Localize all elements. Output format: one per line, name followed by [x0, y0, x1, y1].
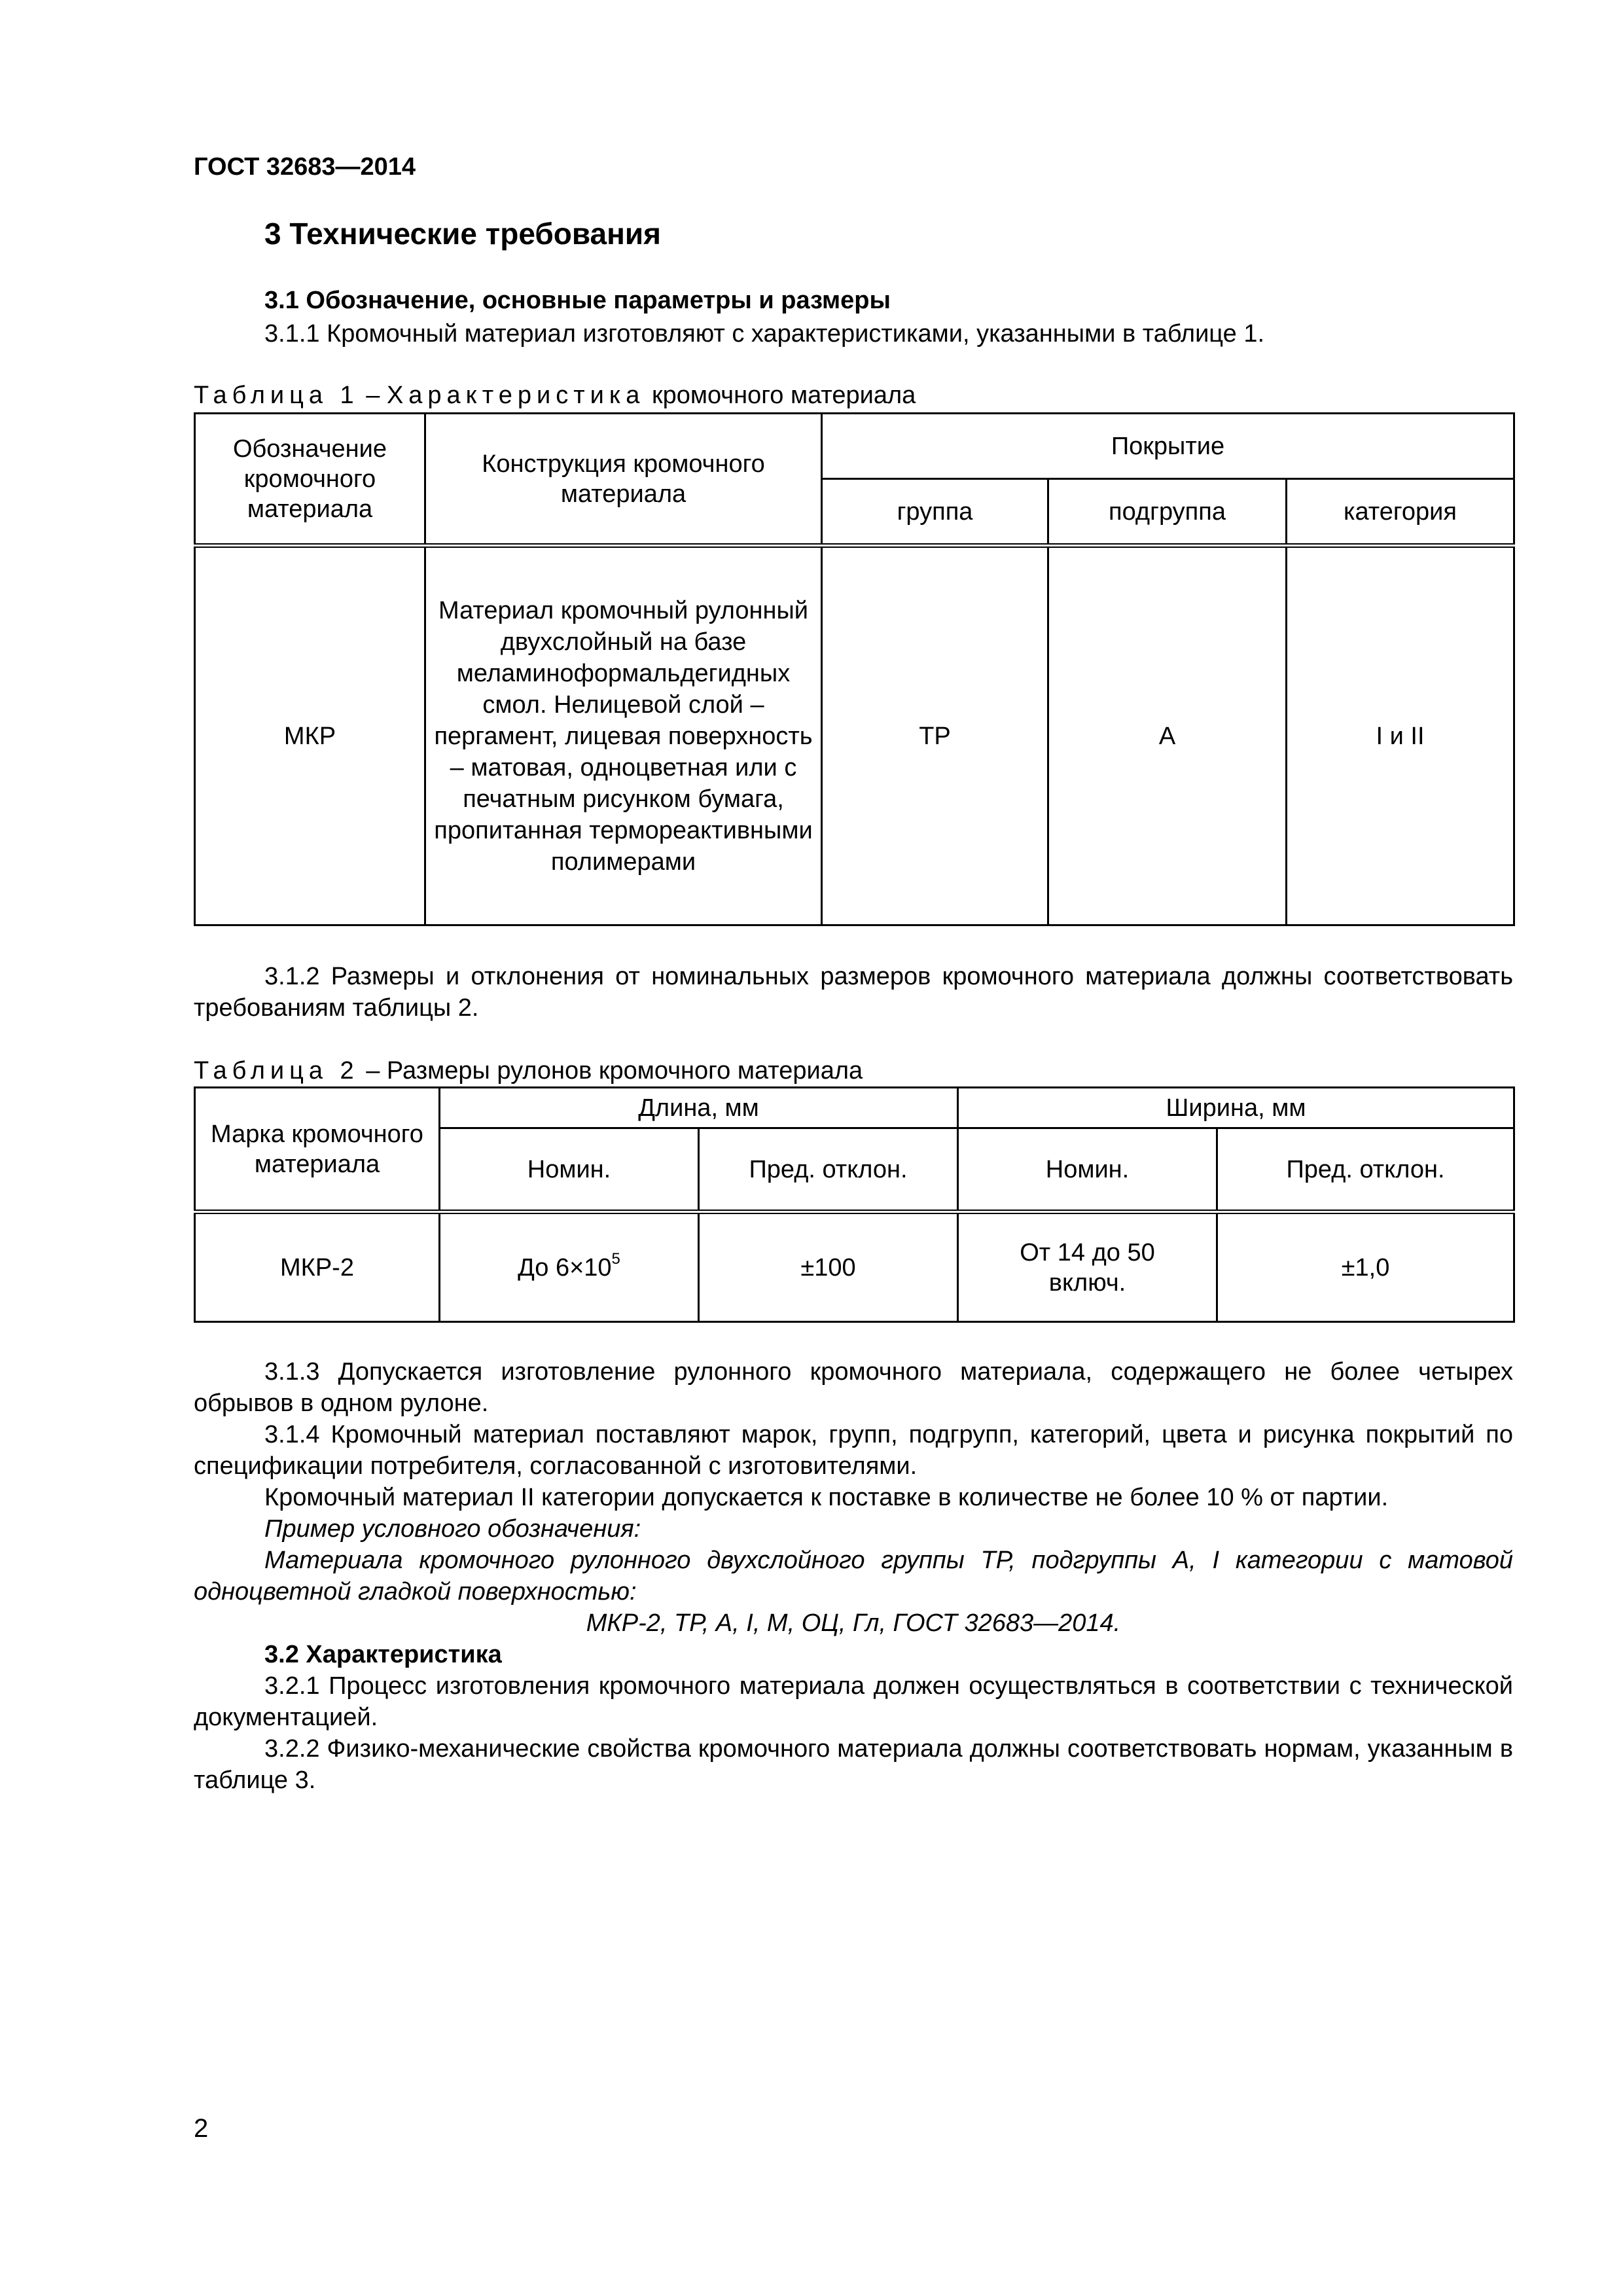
table-1-header-group: группа	[822, 479, 1048, 546]
table-1-cell-group: ТР	[822, 546, 1048, 925]
page-number: 2	[194, 2114, 209, 2143]
table-2-cell-length-dev: ±100	[699, 1212, 958, 1322]
table-2-cell-width-nom: От 14 до 50 включ.	[958, 1212, 1217, 1322]
table-1-cell-subgroup: А	[1048, 546, 1287, 925]
table-1-header-designation: Обозначение кромочного материала	[195, 414, 425, 546]
section-3-title: 3 Технические требования	[264, 217, 661, 251]
table-2-header-width: Ширина, мм	[958, 1088, 1514, 1128]
table-2-cell-mark: МКР-2	[195, 1212, 440, 1322]
example-code: МКР-2, ТР, А, I, М, ОЦ, Гл, ГОСТ 32683—2014.	[586, 1609, 1121, 1637]
clause-3-1-3: 3.1.3 Допускается изготовление рулонного кромочного материала, содержащего не более четырех обрывов в одном рулоне.	[194, 1358, 1513, 1417]
table-1	[194, 412, 1515, 926]
table-2-caption-label: Таблица 2	[194, 1057, 359, 1085]
table-1-header-construction: Конструкция кромочного материала	[425, 414, 822, 546]
table-1-caption-spaced: Характеристика	[386, 382, 645, 409]
table-1-header-coating: Покрытие	[822, 414, 1514, 479]
table-1-cell-designation: МКР	[195, 546, 425, 925]
table-2	[194, 1086, 1515, 1323]
table-2-header-length-dev: Пред. отклон.	[699, 1128, 958, 1212]
table-1-header-subgroup: подгруппа	[1048, 479, 1287, 546]
length-nom-base: До 6×10	[518, 1253, 612, 1282]
table-1-caption-dash: –	[359, 382, 387, 409]
table-1-cell-construction: Материал кромочный рулонный двухслойный на базе меламиноформальдегидных смол. Нелицевой слой – пергамент, лицевая поверхность – матовая, одноцветная или с печатным рисунком бумага, пропитанная термореактивными полимерами	[425, 546, 822, 925]
table-2-caption	[194, 1055, 863, 1086]
table-2-header-width-nom: Номин.	[958, 1128, 1217, 1212]
clause-3-2-2: 3.2.2 Физико-механические свойства кромочного материала должны соответствовать нормам, указанным в таблице 3.	[194, 1735, 1513, 1794]
table-2-cell-width-dev: ±1,0	[1217, 1212, 1514, 1322]
table-1-caption	[194, 380, 916, 411]
table-1-header-category: категория	[1287, 479, 1514, 546]
table-2-header-width-dev: Пред. отклон.	[1217, 1128, 1514, 1212]
length-nom-exponent: 5	[611, 1249, 620, 1268]
table-2-cell-length-nom	[440, 1212, 699, 1322]
table-2-header-length: Длина, мм	[440, 1088, 958, 1128]
table-2-header-mark: Марка кромочного материала	[195, 1088, 440, 1212]
table-2-caption-rest: – Размеры рулонов кромочного материала	[359, 1057, 863, 1085]
table-1-caption-label: Таблица 1	[194, 382, 359, 409]
clause-3-2-1: 3.2.1 Процесс изготовления кромочного материала должен осуществляться в соответствии с технической документацией.	[194, 1672, 1513, 1731]
example-text: Материала кромочного рулонного двухслойного группы ТР, подгруппы А, I категории с матовой одноцветной гладкой поверхностью:	[194, 1547, 1513, 1605]
document-code: ГОСТ 32683—2014	[194, 153, 416, 181]
table-2-header-length-nom: Номин.	[440, 1128, 699, 1212]
clause-3-1-4: 3.1.4 Кромочный материал поставляют марок, групп, подгрупп, категорий, цвета и рисунка покрытий по спецификации потребителя, согласованной с изготовителями.	[194, 1421, 1513, 1480]
example-title: Пример условного обозначения:	[264, 1515, 641, 1543]
section-3-2-title: 3.2 Характеристика	[264, 1641, 502, 1668]
clause-3-1-2: 3.1.2 Размеры и отклонения от номинальных размеров кромочного материала должны соответствовать требованиям таблицы 2.	[194, 963, 1513, 1022]
table-1-caption-rest: кромочного материала	[645, 382, 916, 409]
category-2-note: Кромочный материал II категории допускается к поставке в количестве не более 10 % от партии.	[264, 1484, 1389, 1511]
section-3-1-title: 3.1 Обозначение, основные параметры и размеры	[264, 287, 891, 314]
table-1-cell-category: I и II	[1287, 546, 1514, 925]
clause-3-1-1: 3.1.1 Кромочный материал изготовляют с характеристиками, указанными в таблице 1.	[264, 320, 1265, 348]
